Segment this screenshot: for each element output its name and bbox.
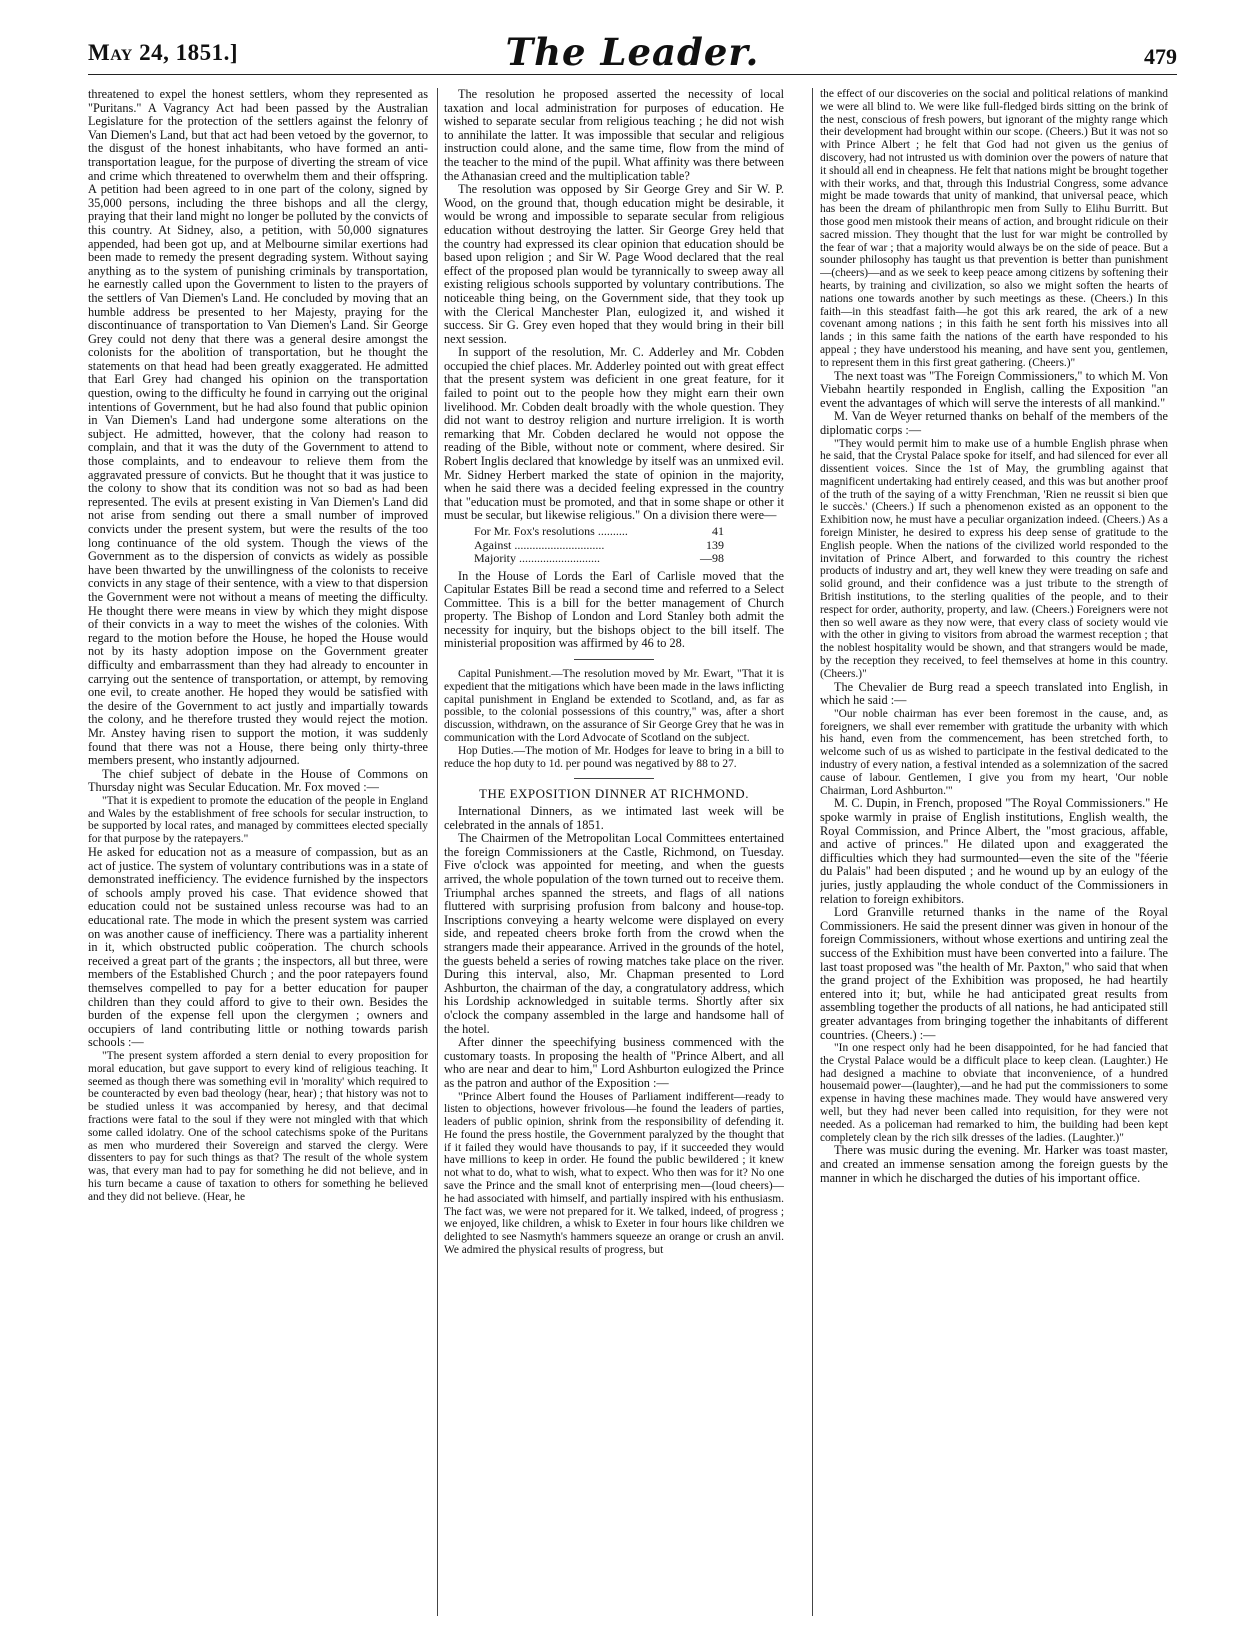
paragraph: Hop Duties.—The motion of Mr. Hodges for leave to bring in a bill to reduce the hop duty to 1d. per pound was negatived by 88 to 27.: [444, 744, 784, 770]
quote: "That it is expedient to promote the education of the people in England and Wales by the establishment of free schools for secular instruction, to be supported by local rates, and managed by committees elected specially for that purpose by the ratepayers.": [88, 794, 428, 846]
column-rule: [437, 88, 438, 1616]
paragraph: M. Van de Weyer returned thanks on behalf of the members of the diplomatic corps :—: [820, 409, 1168, 437]
quote: "The present system afforded a stern denial to every proposition for moral education, but gave support to every kind of religious teaching. It seemed as though there was something evil in 'morality' which required to be counteracted by even bad theology (hear, hear) ; that history was not to be studied unless it was accompanied by heresy, and that decimal fractions were fatal to the soul if they were not mingled with that which some called idolatry. One of the school catechisms spoke of the Puritans as men who murdered their Sovereign and starved the clergy. Were dissenters to pay for such things as that? The result of the whole system was, that every man had to pay for something he did not believe, and in his turn became a cause of taxation to others for something he believed and they did not believe. (Hear, he: [88, 1049, 428, 1203]
paragraph: There was music during the evening. Mr. Harker was toast master, and created an immense sensation among the foreign guests by the manner in which he discharged the duties of his important office.: [820, 1143, 1168, 1185]
section-heading: THE EXPOSITION DINNER AT RICHMOND.: [479, 786, 749, 802]
quote: "Prince Albert found the Houses of Parliament indifferent—ready to listen to objections, however frivolous—he found the leaders of parties, leaders of public opinion, shrink from the responsibility of defending it. He found the press hostile, the Government paralyzed by the thought that if it failed they would have thousands to pay, if it succeeded they would have millions to keep in order. He found the public bewildered ; it knew not what to do, what to wish, what to expect. Who then was for it? No one save the Prince and the small knot of enterprising men—(loud cheers)—he had associated with himself, and partially inspired with his enthusiasm. The fact was, we were not prepared for it. We talked, indeed, of progress ; we enjoyed, like children, a whisk to Exeter in four hours like children we delighted to see Nasmyth's hammers squeeze an orange or crush an anvil. We admired the physical results of progress, but: [444, 1090, 784, 1257]
column-rule: [812, 88, 813, 1616]
quote: "They would permit him to make use of a humble English phrase when he said, that the Crystal Palace spoke for itself, and had silenced for ever all dissentient voices. Since the 1st of May, the grumbling against that magnificent undertaking had entirely ceased, and this was but another proof of the truth of the saying of a witty Frenchman, 'Rien ne reussit si bien que le succès.' (Cheers.) If such a phenomenon existed as an opponent to the Exhibition now, he must have a peculiar organization indeed. (Cheers.) As a foreign Minister, he desired to express his deep sense of gratitude to the English people. When the nations of the civilized world responded to the invitation of Prince Albert, and forwarded to this country the richest products of industry and art, they well knew they were treading on safe and solid ground, and their confidence was a just tribute to the strength of British institutions, to the sterling qualities of the people, and to their respect for order, authority, property, and law. (Cheers.) Foreigners were not then so well aware as they now were, that every class of society would vie with the other in giving to visitors from abroad the warmest reception ; that the noblest hospitality would be shown, and that strangers would be made, by the reception they received, to feel themselves at home in this country. (Cheers.)": [820, 437, 1168, 680]
quote: "In one respect only had he been disappointed, for he had fancied that the Crystal Palace would be a difficult place to keep clean. (Laughter.) He had designed a machine to obviate that inconvenience, of a hundred housemaid power—(laughter),—and he had put the commissioners to some expense in having these machines made. They would have answered very well, but they had never been called into requisition, for they were not needed. As a policeman had remarked to him, the building had been kept completely clean by the rich silk dresses of the ladies. (Laughter.)": [820, 1042, 1168, 1144]
section-divider: [574, 778, 654, 779]
division-row: Against .............................. 139: [474, 537, 724, 552]
paragraph: The Chevalier de Burg read a speech translated into English, in which he said :—: [820, 679, 1168, 708]
section-divider: [574, 659, 654, 660]
paragraph: In the House of Lords the Earl of Carlisle moved that the Capitular Estates Bill be read a second time and referred to a Select Committee. This is a bill for the better management of Church property. The Bishop of London and Lord Stanley both admit the necessity for inquiry, but the bishops object to the bill itself. The ministerial proposition was affirmed by 46 to 28.: [444, 568, 784, 651]
paragraph: The next toast was "The Foreign Commissioners," to which M. Von Viebahn heartily responded in English, calling the Exposition "an event the advantages of which will serve the interests of all mankind.": [820, 368, 1168, 410]
paragraph: After dinner the speechifying business commenced with the customary toasts. In proposing the health of "Prince Albert, and all who are near and dear to him," Lord Ashburton eulogized the Prince as the patron and author of the Exposition :—: [444, 1035, 784, 1090]
division-row: For Mr. Fox's resolutions .......... 41: [474, 524, 724, 538]
page-number: 479: [1144, 44, 1177, 69]
paragraph: threatened to expel the honest settlers, whom they represented as "Puritans." A Vagrancy Act had been passed by the Australian Legislature for the protection of the settlers against the felonry of Van Diemen's Land, but that act had been vetoed by the governor, to the disgust of the honest inhabitants, who have formed an anti-transportation league, for the purpose of diverting the stream of vice and crime which threatened to overwhelm them and their offspring. A petition had been agreed to in one part of the colony, signed by 35,000 persons, including the three bishops and all the clergy, praying that their land might no longer be polluted by the convicts of this country. At Sidney, also, a petition, with 50,000 signatures appended, had been got up, and at Melbourne similar exertions had been made to remedy the present degrading system. Without saying anything as to the system of punishing criminals by transportation, he earnestly called upon the Government to listen to the prayers of the settlers of Van Diemen's Land. He concluded by moving that an humble address be presented to her Majesty, praying for the discontinuance of transportation to Van Diemen's Land. Sir George Grey could not deny that there was a general desire amongst the colonists for the abolition of transportation, but he thought the statements on that head had been greatly exaggerated. He admitted that Earl Grey had changed his opinion on the transportation question, owing to the difficulty he found in carrying out the original intentions of Government, but he had also found that public opinion in Van Diemen's Land had undergone some alterations on the subject. He admitted, however, that the colony had reason to complain, and that it was the duty of the Government to attend to those complaints, and to endeavour to relieve them from the aggravated pressure of convicts. But he thought that it was justice to the colony to show that its condition was not so bad as had been represented. The evils at present existing in Van Diemen's Land did not arise from sending out there a small number of improved convicts under the present system, but were the results of the too long continuance of the old system. Though the views of the Government as to the dispersion of convicts as widely as possible have been thwarted by the unwillingness of the colonists to receive convicts in any stage of their sentence, with a view to that dispersion the Government were not without a means of meeting the difficulty. He thought there were means in view by which they might dispose of their convicts in a way to meet the wishes of the colonies. With regard to the motion before the House, he hoped the House would not by its hasty adoption impose on the Government greater difficulty and embarrassment than they had already to encounter in carrying out the sentence of transportation, or attempt, by removing one evil, to create another. He hoped they would be satisfied with the desire of the Government to act justly and impartially towards the colony, and he therefore trusted they would reject the motion. Mr. Anstey having risen to support the motion, it was suddenly found that there was not a House, there being only thirty-three members present, who instantly adjourned.: [88, 88, 428, 768]
column-3: [820, 88, 1168, 1618]
division-table: [474, 525, 784, 566]
paragraph: Capital Punishment.—The resolution moved by Mr. Ewart, "That it is expedient that the mitigations which have been made in the laws inflicting capital punishment in England be extended to Scotland, and, as far as possible, to the colonial possessions of this country," was, after a short discussion, withdrawn, on the assurance of Sir George Grey that he was in communication with the Lord Advocate of Scotland on the subject.: [444, 668, 784, 745]
quote: the effect of our discoveries on the social and political relations of mankind we were all blind to. We were like full-fledged birds sitting on the brink of the nest, conscious of fresh powers, but ignorant of the mighty range which their development had brought within our scope. (Cheers.) But it was not so with Prince Albert ; he felt that God had not given us the genius of discovery, had not intrusted us with dominion over the powers of nature that it should all end in cheapness. He felt that nations might be brought together with their works, and that, through this Industrial Congress, some advance might be made towards that unity of mankind, that universal peace, which has been the dream of philanthropic men from Sully to Elihu Burritt. But those good men mistook their means of action, and brought ridicule on their sacred mission. They thought that the lust for war might be controlled by the fear of war ; that a majority would always be on the side of peace. But a sounder philosophy has taught us that prevention is better than punishment—(cheers)—and as we seek to keep peace among citizens by softening their hearts, by training and civilization, so also we might soften the hearts of nations one towards another by such meetings as these. (Cheers.) In this faith—in this steadfast faith—he got this ark reared, the ark of a new covenant among nations ; in this faith he sent forth his missives into all lands ; in this same faith the nations of the earth have responded to his appeal ; they have understood his meaning, and have sent you, gentlemen, to represent them in this first great gathering. (Cheers.)": [820, 88, 1168, 369]
paragraph: The resolution he proposed asserted the necessity of local taxation and local administration for purposes of education. He wished to separate secular from religious teaching ; he did not wish to annihilate the latter. It was impossible that secular and religious instruction could alone, and the same time, flow from the mind of the teacher to the mind of the pupil. What affinity was there between the Athanasian creed and the multiplication table?: [444, 88, 784, 183]
paragraph: M. C. Dupin, in French, proposed "The Royal Commissioners." He spoke warmly in praise of English institutions, English wealth, the Royal Commission, and Prince Albert, the "most gracious, affable, and active of princes." He dilated upon and exaggerated the difficulties which they had surmounted—even the site of the "féerie du Palais" had been disputed ; and he wound up by an eulogy of the juries, justly applauding the whole conduct of the Commissioners in relation to foreign exhibitors.: [820, 796, 1168, 906]
paragraph: The Chairmen of the Metropolitan Local Committees entertained the foreign Commissioners at the Castle, Richmond, on Tuesday. Five o'clock was appointed for meeting, and when the guests arrived, the whole population of the town turned out to receive them. Triumphal arches spanned the streets, and flags of all nations fluttered with surprising profusion from balcony and house-top. Inscriptions conveying a hearty welcome were displayed on every side, and repeated cheers broke forth from the crowd when the strangers made their appearance. Arrived in the grounds of the hotel, the guests beheld a series of rowing matches take place on the river. During this interval, also, Mr. Chapman presented to Lord Ashburton, the chairman of the day, a congratulatory address, which his Lordship acknowledged in suitable terms. Shortly after six o'clock the company assembled in the large and handsome hall of the hotel.: [444, 831, 784, 1036]
division-row: Majority ........................... —98: [474, 551, 724, 565]
paragraph: The resolution was opposed by Sir George Grey and Sir W. P. Wood, on the ground that, though education might be desirable, it would be wrong and impossible to separate secular from religious education without destroying the latter. Sir George Grey held that the country had expressed its clear opinion that education should be based upon religion ; and Sir W. Page Wood declared that the real effect of the proposed plan would be tyrannically to sweep away all existing religious schools supported by voluntary contributions. The noticeable thing being, on the Government side, that they took up with the Clerical Manchester Plan, eulogized it, and wished it success. Sir G. Grey even hoped that they would bring in their bill next session.: [444, 182, 784, 346]
column-2: [444, 88, 784, 1618]
column-1: [88, 88, 428, 1618]
quote: "Our noble chairman has ever been foremost in the cause, and, as foreigners, we shall ever remember with gratitude the urbanity with which his hand, even from the commencement, has been stretched forth, to welcome such of us as wished to participate in the festival dedicated to the industry of every nation, a festival intended as a solemnization of the sacred cause of labour. Gentlemen, I give you from my heart, 'Our noble Chairman, Lord Ashburton.'": [820, 707, 1168, 797]
page-header: [88, 22, 1177, 75]
masthead-title: The Leader.: [505, 30, 760, 74]
paragraph: Lord Granville returned thanks in the name of the Royal Commissioners. He said the present dinner was given in honour of the foreign Commissioners, without whose exertions and untiring zeal the success of the Exhibition must have been converted into a failure. The last toast proposed was "the health of Mr. Paxton," who said that when the grand project of the Exhibition was proposed, he had heartily entered into it; but, while he had anticipated great results from assembling together the products of all nations, he had anticipated still greater advantages from bringing together the inhabitants of different countries. (Cheers.) :—: [820, 905, 1168, 1042]
paragraph: The chief subject of debate in the House of Commons on Thursday night was Secular Education. Mr. Fox moved :—: [88, 766, 428, 795]
issue-date: May 24, 1851.]: [88, 40, 239, 65]
paragraph: International Dinners, as we intimated last week will be celebrated in the annals of 1851.: [444, 804, 784, 832]
paragraph: In support of the resolution, Mr. C. Adderley and Mr. Cobden occupied the chief places. Mr. Adderley pointed out with great effect that the present system was deficient in one great feature, for it failed to point out to the people how they might earn their own livelihood. Mr. Cobden dealt broadly with the whole question. They did not want to destroy religion and nurture irreligion. It is worth remarking that Mr. Cobden declared he would not oppose the reading of the Bible, without note or comment, where desired. Sir Robert Inglis declared that knowledge by itself was an unmixed evil. Mr. Sidney Herbert marked the state of opinion in the majority, when he said there was a decided feeling expressed in the country that "education must be promoted, and that in some shape or other it must be secular, but likewise religious." On a division there were—: [444, 345, 784, 523]
paragraph: He asked for education not as a measure of compassion, but as an act of justice. The system of voluntary contributions was in a state of demonstrated inefficiency. The evidence furnished by the inspectors of schools amply proved his case. That evidence showed that education could not be sustained unless recourse was had to an educational rate. The mode in which the present system was carried on was another cause of inefficiency. There was a partiality inherent in it, which obstructed public coöperation. The church schools received a great part of the grants ; the inspectors, all but three, were members of the Established Church ; and the poor ratepayers found themselves compelled to pay for a better education for pauper children than they could afford to give to their own. Besides the burden of the expense fell upon the clergymen ; owners and occupiers of land contributing little or nothing towards parish schools :—: [88, 845, 428, 1050]
